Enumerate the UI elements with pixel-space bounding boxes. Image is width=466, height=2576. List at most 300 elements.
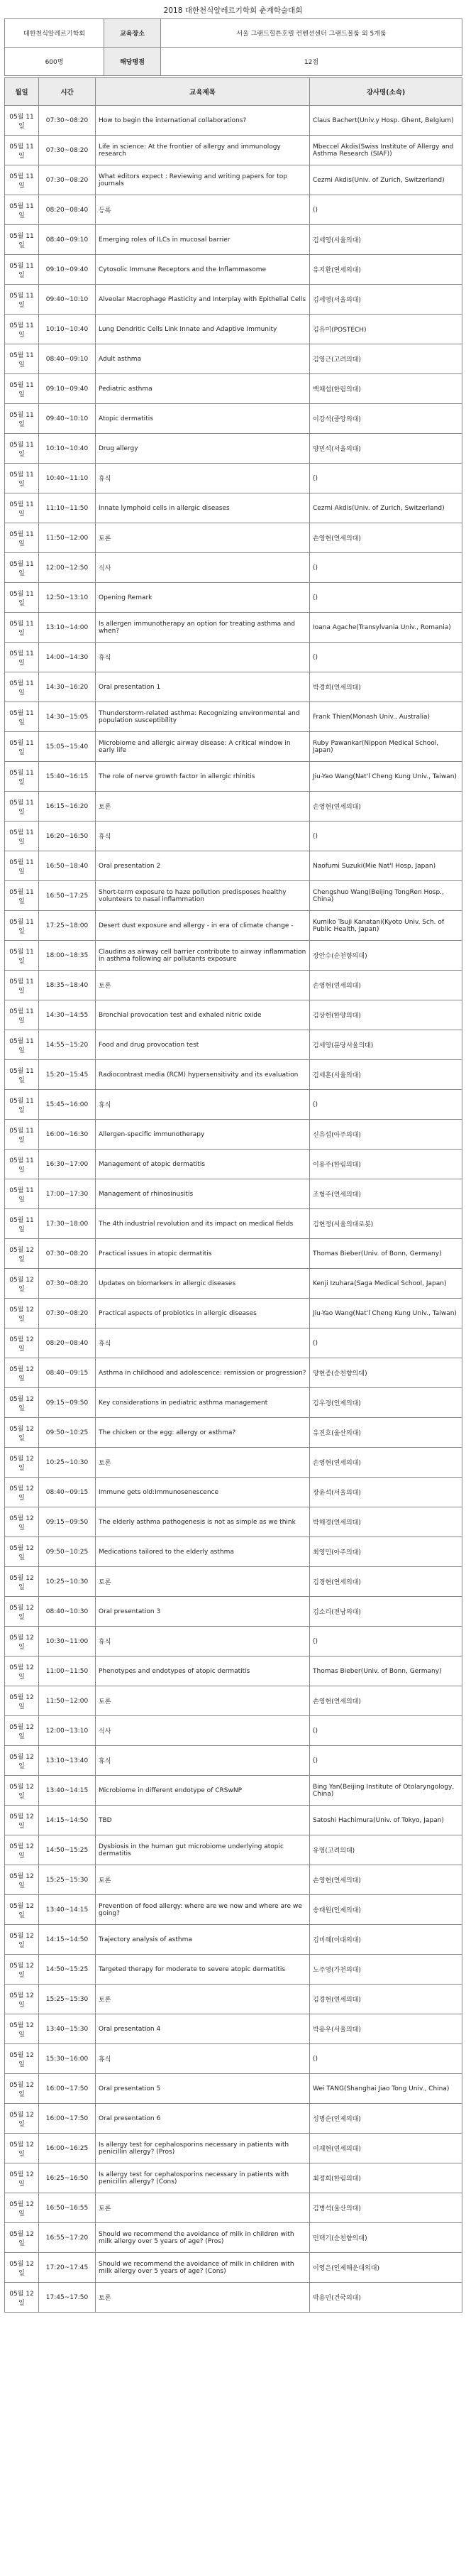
speaker-cell: Chengshuo Wang(Beijing TongRen Hosp., China) <box>310 881 462 911</box>
header-row <box>5 78 462 106</box>
table-row <box>5 404 462 434</box>
title-cell: 휴식 <box>96 822 310 851</box>
speaker-cell: Ioana Agache(Transylvania Univ., Romania) <box>310 613 462 643</box>
title-cell: Alveolar Macrophage Plasticity and Interplay with Epithelial Cells <box>96 285 310 315</box>
date-cell: 05월 11일 <box>5 464 39 493</box>
table-row <box>5 1895 462 1925</box>
title-cell: Is allergen immunotherapy an option for treating asthma and when? <box>96 613 310 643</box>
time-cell: 16:00~17:50 <box>39 2074 96 2104</box>
time-cell: 08:40~10:30 <box>39 1597 96 1627</box>
table-row <box>5 344 462 374</box>
page-title: 2018 대한천식알레르기학회 춘계학술대회 <box>163 6 303 15</box>
time-cell: 09:10~09:40 <box>39 255 96 285</box>
title-cell: Opening Remark <box>96 583 310 613</box>
speaker-cell: 손영현(연세의대) <box>310 1686 462 1716</box>
date-cell: 05월 12일 <box>5 1328 39 1358</box>
speaker-cell: Jiu-Yao Wang(Nat'l Cheng Kung Univ., Taiwan) <box>310 762 462 792</box>
table-row <box>5 1627 462 1657</box>
title-cell: Practical aspects of probiotics in allergic diseases <box>96 1299 310 1328</box>
time-cell: 15:40~16:15 <box>39 762 96 792</box>
table-row <box>5 1746 462 1776</box>
col-date-header: 월일 <box>5 78 39 106</box>
table-row <box>5 1716 462 1746</box>
date-cell: 05월 11일 <box>5 702 39 732</box>
table-row <box>5 493 462 523</box>
speaker-cell: 손영현(연세의대) <box>310 523 462 553</box>
table-row <box>5 2104 462 2134</box>
col-title-header: 교육제목 <box>96 78 310 106</box>
title-cell: The elderly asthma pathogenesis is not as simple as we think <box>96 1507 310 1537</box>
table-row <box>5 1835 462 1865</box>
table-row <box>5 136 462 165</box>
title-cell: Allergen-specific immunotherapy <box>96 1120 310 1150</box>
time-cell: 10:25~10:30 <box>39 1567 96 1597</box>
table-row <box>5 464 462 493</box>
schedule-body <box>5 106 462 2313</box>
speaker-cell: Satoshi Hachimura(Univ. of Tokyo, Japan) <box>310 1806 462 1835</box>
table-row <box>5 1000 462 1030</box>
time-cell: 18:00~18:35 <box>39 941 96 971</box>
speaker-cell: () <box>310 1328 462 1358</box>
time-cell: 14:00~14:30 <box>39 643 96 672</box>
time-cell: 13:40~15:30 <box>39 2014 96 2044</box>
speaker-cell: 유지환(연세의대) <box>310 255 462 285</box>
date-cell: 05월 11일 <box>5 315 39 344</box>
date-cell: 05월 12일 <box>5 1478 39 1507</box>
title-cell: Phenotypes and endotypes of atopic dermatitis <box>96 1657 310 1686</box>
date-cell: 05월 12일 <box>5 1239 39 1269</box>
table-row <box>5 1269 462 1299</box>
speaker-cell: 신유섭(아주의대) <box>310 1120 462 1150</box>
title-cell: Microbiome and allergic airway disease: A critical window in early life <box>96 732 310 762</box>
credit: 12점 <box>161 48 462 76</box>
title-cell: Oral presentation 4 <box>96 2014 310 2044</box>
table-row <box>5 1150 462 1179</box>
title-cell: Lung Dendritic Cells Link Innate and Adaptive Immunity <box>96 315 310 344</box>
table-row <box>5 2134 462 2163</box>
date-cell: 05월 12일 <box>5 2163 39 2193</box>
table-row <box>5 1179 462 1209</box>
time-cell: 12:00~12:50 <box>39 553 96 583</box>
date-cell: 05월 12일 <box>5 2134 39 2163</box>
speaker-cell: Thomas Bieber(Univ. of Bonn, Germany) <box>310 1239 462 1269</box>
speaker-cell: () <box>310 822 462 851</box>
date-cell: 05월 12일 <box>5 2253 39 2283</box>
title-cell: 등록 <box>96 195 310 225</box>
title-cell: 휴식 <box>96 464 310 493</box>
time-cell: 07:30~08:20 <box>39 1239 96 1269</box>
speaker-cell: () <box>310 2044 462 2074</box>
date-cell: 05월 12일 <box>5 1955 39 1985</box>
title-cell: Targeted therapy for moderate to severe atopic dermatitis <box>96 1955 310 1985</box>
title-cell: 식사 <box>96 553 310 583</box>
title-cell: Should we recommend the avoidance of milk in children with milk allergy over 5 years of age? (Pros) <box>96 2223 310 2253</box>
date-cell: 05월 12일 <box>5 2104 39 2134</box>
title-cell: 토론 <box>96 2283 310 2313</box>
speaker-cell: 송태원(인제의대) <box>310 1895 462 1925</box>
date-cell: 05월 12일 <box>5 1507 39 1537</box>
title-cell: 휴식 <box>96 2044 310 2074</box>
date-cell: 05월 12일 <box>5 1567 39 1597</box>
title-cell: 토론 <box>96 792 310 822</box>
title-cell: Cytosolic Immune Receptors and the Inflammasome <box>96 255 310 285</box>
date-cell: 05월 11일 <box>5 583 39 613</box>
table-row <box>5 2283 462 2313</box>
time-cell: 13:10~14:00 <box>39 613 96 643</box>
date-cell: 05월 11일 <box>5 1150 39 1179</box>
title-cell: Oral presentation 2 <box>96 851 310 881</box>
table-row <box>5 195 462 225</box>
info-table <box>4 18 462 76</box>
date-cell: 05월 11일 <box>5 1120 39 1150</box>
table-row <box>5 1686 462 1716</box>
time-cell: 08:40~09:15 <box>39 1478 96 1507</box>
date-cell: 05월 11일 <box>5 374 39 404</box>
date-cell: 05월 11일 <box>5 851 39 881</box>
date-cell: 05월 12일 <box>5 1835 39 1865</box>
table-row <box>5 1478 462 1507</box>
time-cell: 07:30~08:20 <box>39 1269 96 1299</box>
date-cell: 05월 12일 <box>5 1657 39 1686</box>
table-row <box>5 1209 462 1239</box>
time-cell: 14:50~15:25 <box>39 1835 96 1865</box>
date-cell: 05월 12일 <box>5 1388 39 1418</box>
date-cell: 05월 12일 <box>5 1746 39 1776</box>
title-cell: Adult asthma <box>96 344 310 374</box>
table-row <box>5 1120 462 1150</box>
title-cell: Food and drug provocation test <box>96 1030 310 1060</box>
title-cell: Life in science: At the frontier of allergy and immunology research <box>96 136 310 165</box>
table-row <box>5 1418 462 1448</box>
venue: 서울 그랜드힐튼호텔 컨벤션센터 그랜드볼룸 외 5개룸 <box>161 19 462 48</box>
date-cell: 05월 11일 <box>5 941 39 971</box>
date-cell: 05월 11일 <box>5 434 39 464</box>
date-cell: 05월 12일 <box>5 1358 39 1388</box>
date-cell: 05월 11일 <box>5 1090 39 1120</box>
title-cell: The role of nerve growth factor in allergic rhinitis <box>96 762 310 792</box>
table-row <box>5 1060 462 1090</box>
title-cell: Trajectory analysis of asthma <box>96 1925 310 1955</box>
title-cell: 토론 <box>96 2193 310 2223</box>
title-cell: Microbiome in different endotype of CRSwNP <box>96 1776 310 1806</box>
title-cell: Asthma in childhood and adolescence: remission or progression? <box>96 1358 310 1388</box>
title-cell: TBD <box>96 1806 310 1835</box>
date-cell: 05월 12일 <box>5 1865 39 1895</box>
speaker-cell: () <box>310 1627 462 1657</box>
title-cell: Bronchial provocation test and exhaled nitric oxide <box>96 1000 310 1030</box>
time-cell: 08:20~08:40 <box>39 195 96 225</box>
speaker-cell: () <box>310 583 462 613</box>
table-row <box>5 255 462 285</box>
time-cell: 15:20~15:45 <box>39 1060 96 1090</box>
speaker-cell: 김영근(고려의대) <box>310 344 462 374</box>
table-row <box>5 2044 462 2074</box>
table-row <box>5 1925 462 1955</box>
time-cell: 08:40~09:15 <box>39 1358 96 1388</box>
date-cell: 05월 12일 <box>5 2014 39 2044</box>
date-cell: 05월 11일 <box>5 881 39 911</box>
time-cell: 09:10~09:40 <box>39 374 96 404</box>
speaker-cell: 박용민(건국의대) <box>310 2283 462 2313</box>
time-cell: 15:30~16:00 <box>39 2044 96 2074</box>
speaker-cell: Cezmi Akdis(Univ. of Zurich, Switzerland) <box>310 493 462 523</box>
table-row <box>5 702 462 732</box>
speaker-cell: 김미혜(이대의대) <box>310 1925 462 1955</box>
table-row <box>5 285 462 315</box>
title-cell: 토론 <box>96 1567 310 1597</box>
speaker-cell: 김소리(전남의대) <box>310 1597 462 1627</box>
title-cell: 휴식 <box>96 1090 310 1120</box>
venue-label: 교육장소 <box>104 19 161 48</box>
date-cell: 05월 11일 <box>5 613 39 643</box>
organizer: 대한천식알레르기학회 <box>5 19 104 48</box>
date-cell: 05월 12일 <box>5 1597 39 1627</box>
table-row <box>5 1657 462 1686</box>
time-cell: 16:30~17:00 <box>39 1150 96 1179</box>
date-cell: 05월 12일 <box>5 1776 39 1806</box>
time-cell: 14:30~14:55 <box>39 1000 96 1030</box>
speaker-cell: 김우경(인제의대) <box>310 1388 462 1418</box>
table-row <box>5 1567 462 1597</box>
col-speaker-header: 강사명(소속) <box>310 78 462 106</box>
time-cell: 09:50~10:25 <box>39 1537 96 1567</box>
title-cell: Oral presentation 6 <box>96 2104 310 2134</box>
speaker-cell: 손영현(연세의대) <box>310 1448 462 1478</box>
title-cell: Thunderstorm-related asthma: Recognizing environmental and population susceptibility <box>96 702 310 732</box>
time-cell: 17:45~17:50 <box>39 2283 96 2313</box>
speaker-cell: 장윤석(서울의대) <box>310 1478 462 1507</box>
speaker-cell: Claus Bachert(Univ.y Hosp. Ghent, Belgium) <box>310 106 462 136</box>
date-cell: 05월 12일 <box>5 1925 39 1955</box>
time-cell: 09:15~09:50 <box>39 1507 96 1537</box>
speaker-cell: 최영민(아주의대) <box>310 1537 462 1567</box>
title-cell: Dysbiosis in the human gut microbiome underlying atopic dermatitis <box>96 1835 310 1865</box>
speaker-cell: () <box>310 553 462 583</box>
time-cell: 11:50~12:00 <box>39 523 96 553</box>
time-cell: 16:15~16:20 <box>39 792 96 822</box>
speaker-cell: Wei TANG(Shanghai Jiao Tong Univ., China) <box>310 2074 462 2104</box>
title-cell: Pediatric asthma <box>96 374 310 404</box>
time-cell: 14:15~14:50 <box>39 1925 96 1955</box>
date-cell: 05월 11일 <box>5 911 39 941</box>
table-row <box>5 1537 462 1567</box>
attendance: 600명 <box>5 48 104 76</box>
table-row <box>5 881 462 911</box>
table-row <box>5 1448 462 1478</box>
time-cell: 16:55~17:20 <box>39 2223 96 2253</box>
date-cell: 05월 11일 <box>5 822 39 851</box>
title-cell: Prevention of food allergy: where are we now and where are we going? <box>96 1895 310 1925</box>
speaker-cell: 김병석(울산의대) <box>310 2193 462 2223</box>
table-row <box>5 792 462 822</box>
title-cell: 토론 <box>96 971 310 1000</box>
date-cell: 05월 12일 <box>5 2283 39 2313</box>
title-cell: Should we recommend the avoidance of milk in children with milk allergy over 5 years of age? (Cons) <box>96 2253 310 2283</box>
speaker-cell: 양민석(서울의대) <box>310 434 462 464</box>
speaker-cell: Naofumi Suzuki(Mie Nat'l Hosp, Japan) <box>310 851 462 881</box>
table-row <box>5 434 462 464</box>
title-cell: Medications tailored to the elderly asthma <box>96 1537 310 1567</box>
speaker-cell: () <box>310 1090 462 1120</box>
table-row <box>5 2223 462 2253</box>
speaker-cell: 박용우(서울의대) <box>310 2014 462 2044</box>
title-cell: 휴식 <box>96 1328 310 1358</box>
title-cell: Updates on biomarkers in allergic diseases <box>96 1269 310 1299</box>
title-cell: How to begin the international collaborations? <box>96 106 310 136</box>
speaker-cell: 김경현(연세의대) <box>310 1985 462 2014</box>
date-cell: 05월 11일 <box>5 672 39 702</box>
title-cell: Key considerations in pediatric asthma management <box>96 1388 310 1418</box>
title-cell: The chicken or the egg: allergy or asthma? <box>96 1418 310 1448</box>
table-row <box>5 315 462 344</box>
speaker-cell: 김경현(연세의대) <box>310 1567 462 1597</box>
table-row <box>5 732 462 762</box>
title-cell: Oral presentation 3 <box>96 1597 310 1627</box>
time-cell: 16:00~16:30 <box>39 1120 96 1150</box>
title-cell: Is allergy test for cephalosporins necessary in patients with penicillin allergy? (Cons) <box>96 2163 310 2193</box>
speaker-cell: 이영은(인제해운대의대) <box>310 2253 462 2283</box>
speaker-cell: () <box>310 464 462 493</box>
title-cell: 토론 <box>96 1985 310 2014</box>
speaker-cell: Mbeccel Akdis(Swiss Institute of Allergy and Asthma Research (SIAF)) <box>310 136 462 165</box>
table-row <box>5 1030 462 1060</box>
speaker-cell: 성명순(인제의대) <box>310 2104 462 2134</box>
speaker-cell: 유진호(울산의대) <box>310 1418 462 1448</box>
table-row <box>5 762 462 792</box>
date-cell: 05월 11일 <box>5 1030 39 1060</box>
table-row <box>5 2014 462 2044</box>
title-cell: Oral presentation 1 <box>96 672 310 702</box>
date-cell: 05월 11일 <box>5 1060 39 1090</box>
date-cell: 05월 11일 <box>5 106 39 136</box>
date-cell: 05월 11일 <box>5 553 39 583</box>
speaker-cell: 손영현(연세의대) <box>310 1865 462 1895</box>
time-cell: 10:30~11:00 <box>39 1627 96 1657</box>
time-cell: 16:25~16:50 <box>39 2163 96 2193</box>
time-cell: 15:45~16:00 <box>39 1090 96 1120</box>
time-cell: 16:00~16:25 <box>39 2134 96 2163</box>
time-cell: 10:25~10:30 <box>39 1448 96 1478</box>
schedule-table <box>4 77 462 2313</box>
time-cell: 10:10~10:40 <box>39 434 96 464</box>
speaker-cell: Cezmi Akdis(Univ. of Zurich, Switzerland) <box>310 165 462 195</box>
speaker-cell: 이강석(중앙의대) <box>310 404 462 434</box>
time-cell: 09:40~10:10 <box>39 404 96 434</box>
time-cell: 17:20~17:45 <box>39 2253 96 2283</box>
table-row <box>5 1299 462 1328</box>
date-cell: 05월 11일 <box>5 225 39 255</box>
table-row <box>5 643 462 672</box>
title-cell: Management of atopic dermatitis <box>96 1150 310 1179</box>
time-cell: 11:00~11:50 <box>39 1657 96 1686</box>
speaker-cell: 김세훈(서울의대) <box>310 1060 462 1090</box>
speaker-cell: Bing Yan(Beijing Institute of Otolaryngology, China) <box>310 1776 462 1806</box>
title-cell: Oral presentation 5 <box>96 2074 310 2104</box>
date-cell: 05월 12일 <box>5 1627 39 1657</box>
date-cell: 05월 11일 <box>5 1209 39 1239</box>
date-cell: 05월 12일 <box>5 2193 39 2223</box>
date-cell: 05월 11일 <box>5 732 39 762</box>
table-row <box>5 1328 462 1358</box>
title-cell: 휴식 <box>96 1627 310 1657</box>
title-cell: 토론 <box>96 1686 310 1716</box>
table-row <box>5 613 462 643</box>
col-time-header: 시간 <box>39 78 96 106</box>
date-cell: 05월 12일 <box>5 1448 39 1478</box>
title-cell: Claudins as airway cell barrier contribute to airway inflammation in asthma following air pollutants exposure <box>96 941 310 971</box>
title-cell: Immune gets old:Immunosenescence <box>96 1478 310 1507</box>
title-cell: 토론 <box>96 1448 310 1478</box>
time-cell: 16:50~17:25 <box>39 881 96 911</box>
time-cell: 12:00~13:10 <box>39 1716 96 1746</box>
time-cell: 15:25~15:30 <box>39 1865 96 1895</box>
speaker-cell: Ruby Pawankar(Nippon Medical School, Japan) <box>310 732 462 762</box>
time-cell: 14:30~16:20 <box>39 672 96 702</box>
speaker-cell: Thomas Bieber(Univ. of Bonn, Germany) <box>310 1657 462 1686</box>
title-cell: 토론 <box>96 523 310 553</box>
date-cell: 05월 11일 <box>5 1000 39 1030</box>
table-row <box>5 1597 462 1627</box>
time-cell: 16:50~18:40 <box>39 851 96 881</box>
speaker-cell: 노주영(가천의대) <box>310 1955 462 1985</box>
table-row <box>5 165 462 195</box>
time-cell: 14:55~15:20 <box>39 1030 96 1060</box>
table-row <box>5 1776 462 1806</box>
speaker-cell: 백채섭(한림의대) <box>310 374 462 404</box>
date-cell: 05월 11일 <box>5 523 39 553</box>
time-cell: 13:40~14:15 <box>39 1776 96 1806</box>
date-cell: 05월 11일 <box>5 404 39 434</box>
speaker-cell: Frank Thien(Monash Univ., Australia) <box>310 702 462 732</box>
time-cell: 07:30~08:20 <box>39 165 96 195</box>
table-row <box>5 1090 462 1120</box>
title-cell: Short-term exposure to haze pollution predisposes healthy volunteers to nasal inflammation <box>96 881 310 911</box>
date-cell: 05월 11일 <box>5 255 39 285</box>
speaker-cell: 이용주(한림의대) <box>310 1150 462 1179</box>
time-cell: 17:30~18:00 <box>39 1209 96 1239</box>
table-row <box>5 523 462 553</box>
speaker-cell: 손영현(연세의대) <box>310 971 462 1000</box>
title-cell: 휴식 <box>96 1746 310 1776</box>
date-cell: 05월 11일 <box>5 136 39 165</box>
date-cell: 05월 12일 <box>5 2223 39 2253</box>
date-cell: 05월 12일 <box>5 1299 39 1328</box>
date-cell: 05월 12일 <box>5 2074 39 2104</box>
table-row <box>5 374 462 404</box>
time-cell: 08:20~08:40 <box>39 1328 96 1358</box>
time-cell: 09:40~10:10 <box>39 285 96 315</box>
time-cell: 13:10~13:40 <box>39 1746 96 1776</box>
table-row <box>5 1358 462 1388</box>
date-cell: 05월 11일 <box>5 792 39 822</box>
date-cell: 05월 12일 <box>5 1269 39 1299</box>
time-cell: 11:10~11:50 <box>39 493 96 523</box>
time-cell: 07:30~08:20 <box>39 136 96 165</box>
time-cell: 13:40~14:15 <box>39 1895 96 1925</box>
speaker-cell: 박해경(연세의대) <box>310 1507 462 1537</box>
speaker-cell: 이재현(연세의대) <box>310 2134 462 2163</box>
time-cell: 18:35~18:40 <box>39 971 96 1000</box>
title-cell: Practical issues in atopic dermatitis <box>96 1239 310 1269</box>
table-row <box>5 1865 462 1895</box>
time-cell: 08:40~09:10 <box>39 225 96 255</box>
table-row <box>5 1239 462 1269</box>
table-row <box>5 225 462 255</box>
speaker-cell: 유영(고려의대) <box>310 1835 462 1865</box>
time-cell: 14:15~14:50 <box>39 1806 96 1835</box>
title-cell: Management of rhinosinusitis <box>96 1179 310 1209</box>
speaker-cell: 박경희(연세의대) <box>310 672 462 702</box>
